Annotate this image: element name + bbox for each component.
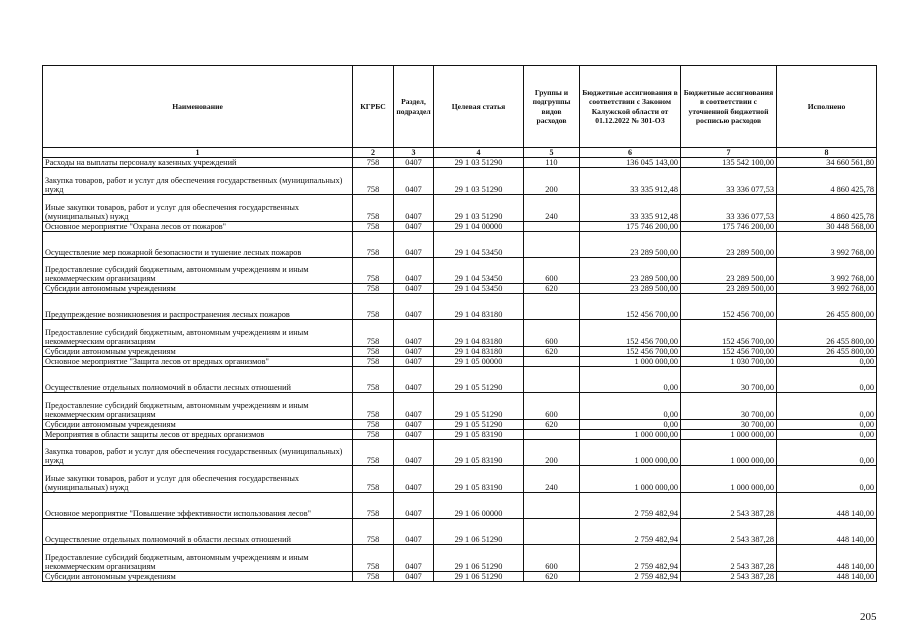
cell-executed-amount: 3 992 768,00 <box>777 258 877 284</box>
cell-law-amount: 152 456 700,00 <box>580 347 681 357</box>
table-row <box>43 258 877 284</box>
cell-section: 0407 <box>394 284 434 294</box>
cell-target: 29 1 03 51290 <box>434 168 524 195</box>
cell-kgrbs: 758 <box>353 572 394 582</box>
header-target: Целевая статья <box>434 66 524 148</box>
cell-target: 29 1 04 83180 <box>434 320 524 347</box>
cell-executed-amount: 0,00 <box>777 420 877 430</box>
cell-executed-amount: 448 140,00 <box>777 493 877 519</box>
cell-group: 600 <box>524 258 580 284</box>
table-row <box>43 195 877 222</box>
cell-kgrbs: 758 <box>353 347 394 357</box>
cell-kgrbs: 758 <box>353 493 394 519</box>
cell-refined-amount: 2 543 387,28 <box>681 572 777 582</box>
cell-refined-amount: 1 000 000,00 <box>681 466 777 493</box>
col-num-5: 5 <box>524 148 580 158</box>
cell-group: 600 <box>524 545 580 572</box>
header-groups: Группы и подгруппы видов расходов <box>524 66 580 148</box>
cell-kgrbs: 758 <box>353 466 394 493</box>
cell-target: 29 1 05 83190 <box>434 440 524 466</box>
page-number: 205 <box>860 611 877 623</box>
cell-target: 29 1 03 51290 <box>434 195 524 222</box>
col-num-8: 8 <box>777 148 877 158</box>
cell-refined-amount: 152 456 700,00 <box>681 347 777 357</box>
cell-target: 29 1 06 51290 <box>434 519 524 545</box>
cell-law-amount: 0,00 <box>580 420 681 430</box>
cell-name: Закупка товаров, работ и услуг для обеспечения государственных (муниципальных) нужд <box>43 440 353 466</box>
table-row <box>43 545 877 572</box>
cell-kgrbs: 758 <box>353 393 394 420</box>
cell-refined-amount: 30 700,00 <box>681 367 777 393</box>
table-row <box>43 430 877 440</box>
cell-refined-amount: 152 456 700,00 <box>681 320 777 347</box>
cell-executed-amount: 0,00 <box>777 357 877 367</box>
cell-group <box>524 294 580 320</box>
cell-name: Субсидии автономным учреждениям <box>43 347 353 357</box>
cell-law-amount: 23 289 500,00 <box>580 258 681 284</box>
cell-executed-amount: 34 660 561,80 <box>777 158 877 168</box>
cell-refined-amount: 23 289 500,00 <box>681 284 777 294</box>
cell-kgrbs: 758 <box>353 430 394 440</box>
cell-law-amount: 175 746 200,00 <box>580 222 681 232</box>
cell-name: Осуществление отдельных полномочий в области лесных отношений <box>43 367 353 393</box>
cell-section: 0407 <box>394 545 434 572</box>
cell-target: 29 1 03 51290 <box>434 158 524 168</box>
cell-refined-amount: 1 000 000,00 <box>681 440 777 466</box>
table-row <box>43 440 877 466</box>
cell-group: 620 <box>524 347 580 357</box>
cell-target: 29 1 04 83180 <box>434 347 524 357</box>
table-body <box>43 158 877 582</box>
cell-executed-amount: 448 140,00 <box>777 545 877 572</box>
table-row <box>43 519 877 545</box>
table-row <box>43 466 877 493</box>
cell-kgrbs: 758 <box>353 195 394 222</box>
cell-executed-amount: 0,00 <box>777 440 877 466</box>
cell-target: 29 1 05 00000 <box>434 357 524 367</box>
cell-name: Субсидии автономным учреждениям <box>43 284 353 294</box>
cell-law-amount: 152 456 700,00 <box>580 320 681 347</box>
cell-section: 0407 <box>394 572 434 582</box>
cell-kgrbs: 758 <box>353 545 394 572</box>
cell-name: Предоставление субсидий бюджетным, автономным учреждениям и иным некоммерческим организациям <box>43 258 353 284</box>
cell-kgrbs: 758 <box>353 158 394 168</box>
table-row <box>43 222 877 232</box>
cell-law-amount: 1 000 000,00 <box>580 430 681 440</box>
cell-refined-amount: 30 700,00 <box>681 393 777 420</box>
cell-group <box>524 519 580 545</box>
cell-law-amount: 2 759 482,94 <box>580 545 681 572</box>
cell-section: 0407 <box>394 519 434 545</box>
cell-refined-amount: 23 289 500,00 <box>681 258 777 284</box>
cell-target: 29 1 04 53450 <box>434 284 524 294</box>
cell-refined-amount: 2 543 387,28 <box>681 493 777 519</box>
cell-section: 0407 <box>394 430 434 440</box>
cell-law-amount: 136 045 143,00 <box>580 158 681 168</box>
cell-name: Субсидии автономным учреждениям <box>43 572 353 582</box>
cell-section: 0407 <box>394 258 434 284</box>
cell-group <box>524 232 580 258</box>
cell-name: Расходы на выплаты персоналу казенных учреждений <box>43 158 353 168</box>
cell-name: Основное мероприятие "Охрана лесов от пожаров" <box>43 222 353 232</box>
col-num-1: 1 <box>43 148 353 158</box>
header-row <box>43 66 877 148</box>
cell-refined-amount: 30 700,00 <box>681 420 777 430</box>
cell-kgrbs: 758 <box>353 222 394 232</box>
cell-group <box>524 430 580 440</box>
cell-target: 29 1 04 53450 <box>434 258 524 284</box>
cell-refined-amount: 175 746 200,00 <box>681 222 777 232</box>
cell-law-amount: 1 000 000,00 <box>580 440 681 466</box>
cell-section: 0407 <box>394 320 434 347</box>
cell-section: 0407 <box>394 347 434 357</box>
cell-refined-amount: 33 336 077,53 <box>681 195 777 222</box>
cell-target: 29 1 06 51290 <box>434 572 524 582</box>
cell-target: 29 1 05 51290 <box>434 367 524 393</box>
cell-section: 0407 <box>394 420 434 430</box>
cell-executed-amount: 4 860 425,78 <box>777 168 877 195</box>
cell-executed-amount: 0,00 <box>777 430 877 440</box>
cell-executed-amount: 3 992 768,00 <box>777 284 877 294</box>
cell-refined-amount: 2 543 387,28 <box>681 545 777 572</box>
cell-executed-amount: 0,00 <box>777 367 877 393</box>
cell-name: Основное мероприятие "Защита лесов от вредных организмов" <box>43 357 353 367</box>
cell-kgrbs: 758 <box>353 357 394 367</box>
cell-group: 110 <box>524 158 580 168</box>
column-number-row <box>43 148 877 158</box>
cell-section: 0407 <box>394 195 434 222</box>
cell-executed-amount: 26 455 800,00 <box>777 294 877 320</box>
header-name: Наименование <box>43 66 353 148</box>
cell-law-amount: 1 000 000,00 <box>580 466 681 493</box>
cell-name: Осуществление отдельных полномочий в области лесных отношений <box>43 519 353 545</box>
cell-law-amount: 33 335 912,48 <box>580 168 681 195</box>
cell-kgrbs: 758 <box>353 168 394 195</box>
cell-section: 0407 <box>394 232 434 258</box>
table-row <box>43 572 877 582</box>
cell-refined-amount: 135 542 100,00 <box>681 158 777 168</box>
cell-law-amount: 1 000 000,00 <box>580 357 681 367</box>
cell-kgrbs: 758 <box>353 320 394 347</box>
cell-group <box>524 367 580 393</box>
table-row <box>43 320 877 347</box>
cell-group <box>524 357 580 367</box>
cell-refined-amount: 1 000 000,00 <box>681 430 777 440</box>
cell-target: 29 1 05 83190 <box>434 430 524 440</box>
cell-executed-amount: 448 140,00 <box>777 519 877 545</box>
cell-refined-amount: 23 289 500,00 <box>681 232 777 258</box>
cell-target: 29 1 05 83190 <box>434 466 524 493</box>
cell-refined-amount: 1 030 700,00 <box>681 357 777 367</box>
cell-group: 600 <box>524 320 580 347</box>
cell-refined-amount: 152 456 700,00 <box>681 294 777 320</box>
col-num-4: 4 <box>434 148 524 158</box>
cell-group <box>524 222 580 232</box>
cell-name: Предоставление субсидий бюджетным, автономным учреждениям и иным некоммерческим организациям <box>43 320 353 347</box>
cell-target: 29 1 04 83180 <box>434 294 524 320</box>
cell-section: 0407 <box>394 466 434 493</box>
cell-kgrbs: 758 <box>353 258 394 284</box>
cell-kgrbs: 758 <box>353 519 394 545</box>
table-row <box>43 367 877 393</box>
cell-section: 0407 <box>394 158 434 168</box>
cell-law-amount: 2 759 482,94 <box>580 519 681 545</box>
cell-group: 620 <box>524 420 580 430</box>
cell-kgrbs: 758 <box>353 284 394 294</box>
cell-group: 200 <box>524 440 580 466</box>
cell-group: 200 <box>524 168 580 195</box>
cell-executed-amount: 3 992 768,00 <box>777 232 877 258</box>
cell-section: 0407 <box>394 294 434 320</box>
col-num-6: 6 <box>580 148 681 158</box>
table-row <box>43 232 877 258</box>
cell-kgrbs: 758 <box>353 294 394 320</box>
cell-executed-amount: 26 455 800,00 <box>777 347 877 357</box>
cell-section: 0407 <box>394 493 434 519</box>
table-row <box>43 294 877 320</box>
cell-executed-amount: 0,00 <box>777 393 877 420</box>
table-row <box>43 158 877 168</box>
cell-name: Осуществление мер пожарной безопасности и тушение лесных пожаров <box>43 232 353 258</box>
cell-group <box>524 493 580 519</box>
cell-name: Основное мероприятие "Повышение эффективности использования лесов" <box>43 493 353 519</box>
cell-executed-amount: 30 448 568,00 <box>777 222 877 232</box>
cell-target: 29 1 06 00000 <box>434 493 524 519</box>
budget-table <box>42 65 877 582</box>
cell-target: 29 1 05 51290 <box>434 420 524 430</box>
table-row <box>43 168 877 195</box>
cell-section: 0407 <box>394 393 434 420</box>
cell-name: Иные закупки товаров, работ и услуг для обеспечения государственных (муниципальных) нужд <box>43 195 353 222</box>
cell-law-amount: 2 759 482,94 <box>580 572 681 582</box>
table-row <box>43 420 877 430</box>
table-row <box>43 284 877 294</box>
header-section: Раздел, подраздел <box>394 66 434 148</box>
cell-name: Закупка товаров, работ и услуг для обеспечения государственных (муниципальных) нужд <box>43 168 353 195</box>
cell-section: 0407 <box>394 357 434 367</box>
cell-group: 620 <box>524 572 580 582</box>
cell-section: 0407 <box>394 440 434 466</box>
cell-law-amount: 0,00 <box>580 393 681 420</box>
cell-target: 29 1 04 53450 <box>434 232 524 258</box>
cell-law-amount: 2 759 482,94 <box>580 493 681 519</box>
table-row <box>43 357 877 367</box>
cell-target: 29 1 06 51290 <box>434 545 524 572</box>
cell-law-amount: 152 456 700,00 <box>580 294 681 320</box>
cell-law-amount: 23 289 500,00 <box>580 232 681 258</box>
cell-executed-amount: 26 455 800,00 <box>777 320 877 347</box>
cell-group: 600 <box>524 393 580 420</box>
cell-group: 240 <box>524 195 580 222</box>
cell-target: 29 1 05 51290 <box>434 393 524 420</box>
cell-kgrbs: 758 <box>353 367 394 393</box>
header-law: Бюджетные ассигнования в соответствии с Законом Калужской области от 01.12.2022 № 301-ОЗ <box>580 66 681 148</box>
cell-kgrbs: 758 <box>353 440 394 466</box>
col-num-2: 2 <box>353 148 394 158</box>
cell-refined-amount: 33 336 077,53 <box>681 168 777 195</box>
col-num-3: 3 <box>394 148 434 158</box>
cell-executed-amount: 0,00 <box>777 466 877 493</box>
cell-name: Предоставление субсидий бюджетным, автономным учреждениям и иным некоммерческим организациям <box>43 393 353 420</box>
cell-law-amount: 33 335 912,48 <box>580 195 681 222</box>
cell-name: Субсидии автономным учреждениям <box>43 420 353 430</box>
cell-target: 29 1 04 00000 <box>434 222 524 232</box>
cell-name: Предупреждение возникновения и распространения лесных пожаров <box>43 294 353 320</box>
cell-refined-amount: 2 543 387,28 <box>681 519 777 545</box>
cell-law-amount: 23 289 500,00 <box>580 284 681 294</box>
cell-group: 620 <box>524 284 580 294</box>
cell-group: 240 <box>524 466 580 493</box>
cell-kgrbs: 758 <box>353 232 394 258</box>
cell-name: Предоставление субсидий бюджетным, автономным учреждениям и иным некоммерческим организациям <box>43 545 353 572</box>
cell-name: Мероприятия в области защиты лесов от вредных организмов <box>43 430 353 440</box>
cell-section: 0407 <box>394 222 434 232</box>
cell-kgrbs: 758 <box>353 420 394 430</box>
table-row <box>43 393 877 420</box>
cell-section: 0407 <box>394 168 434 195</box>
table-row <box>43 493 877 519</box>
cell-executed-amount: 448 140,00 <box>777 572 877 582</box>
header-kgrbs: КГРБС <box>353 66 394 148</box>
cell-executed-amount: 4 860 425,78 <box>777 195 877 222</box>
cell-name: Иные закупки товаров, работ и услуг для обеспечения государственных (муниципальных) нужд <box>43 466 353 493</box>
col-num-7: 7 <box>681 148 777 158</box>
table-row <box>43 347 877 357</box>
header-executed: Исполнено <box>777 66 877 148</box>
cell-law-amount: 0,00 <box>580 367 681 393</box>
cell-section: 0407 <box>394 367 434 393</box>
header-refined: Бюджетные ассигнования в соответствии с уточненной бюджетной росписью расходов <box>681 66 777 148</box>
